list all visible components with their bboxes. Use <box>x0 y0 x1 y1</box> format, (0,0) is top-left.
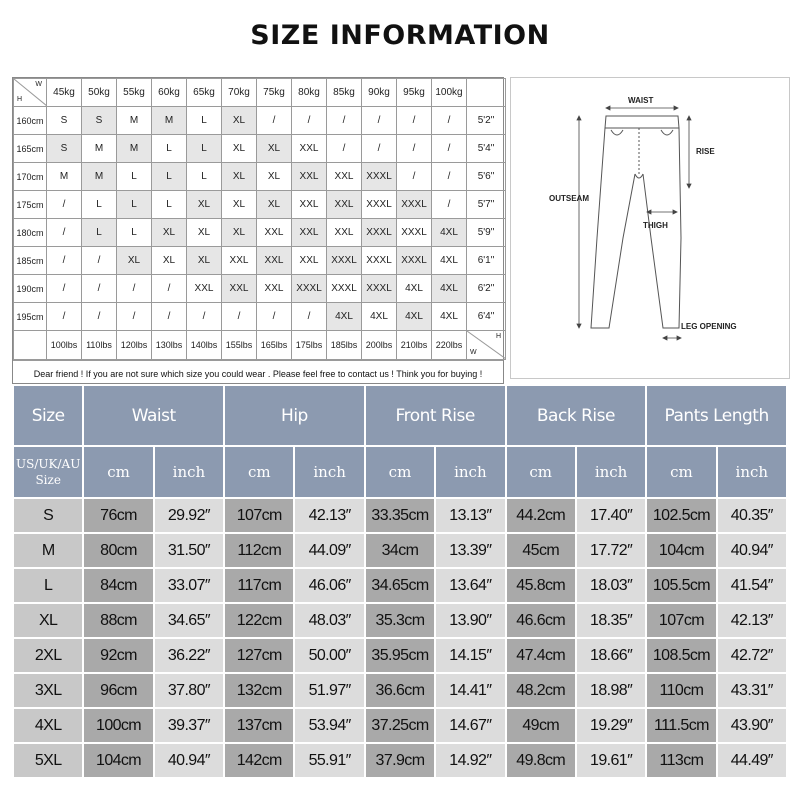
grid-size-cell: XXL <box>222 275 257 303</box>
size-row <box>14 674 786 707</box>
grid-height-cm: 170cm <box>14 163 47 191</box>
grid-size-cell: XXL <box>292 247 327 275</box>
grid-size-cell: / <box>362 107 397 135</box>
grid-size-cell: XXL <box>187 275 222 303</box>
rise-label: RISE <box>696 147 715 156</box>
measure-inch: 18.66″ <box>577 639 645 672</box>
grid-size-cell: XXXL <box>327 247 362 275</box>
measure-inch: 42.72″ <box>718 639 786 672</box>
grid-blank <box>14 331 47 360</box>
grid-size-cell: XXL <box>222 247 257 275</box>
measure-inch: 40.94″ <box>155 744 223 777</box>
grid-size-cell: XXL <box>292 219 327 247</box>
grid-size-cell: XL <box>187 191 222 219</box>
grid-size-cell: 4XL <box>397 303 432 331</box>
header-size: Size <box>14 386 82 445</box>
measure-cm: 127cm <box>225 639 293 672</box>
unit-inch: inch <box>295 447 363 497</box>
measure-cm: 36.6cm <box>366 674 434 707</box>
measure-inch: 43.31″ <box>718 674 786 707</box>
measure-cm: 80cm <box>84 534 152 567</box>
grid-size-cell: 4XL <box>397 275 432 303</box>
measure-cm: 107cm <box>647 604 715 637</box>
measure-cm: 110cm <box>647 674 715 707</box>
grid-weight-lbs: 200lbs <box>362 331 397 360</box>
measure-cm: 48.2cm <box>507 674 575 707</box>
grid-height-cm: 195cm <box>14 303 47 331</box>
grid-size-cell: XXL <box>292 163 327 191</box>
grid-weight-lbs: 155lbs <box>222 331 257 360</box>
grid-size-cell: / <box>327 107 362 135</box>
measure-inch: 18.35″ <box>577 604 645 637</box>
size-label: 5XL <box>14 744 82 777</box>
grid-size-cell: / <box>397 163 432 191</box>
grid-size-cell: XXXL <box>362 247 397 275</box>
measure-inch: 14.41″ <box>436 674 504 707</box>
grid-size-cell: / <box>432 135 467 163</box>
grid-size-cell: XL <box>152 219 187 247</box>
measure-cm: 34cm <box>366 534 434 567</box>
grid-height-ft: 5'7" <box>467 191 506 219</box>
grid-height-ft: 6'4" <box>467 303 506 331</box>
measure-cm: 34.65cm <box>366 569 434 602</box>
header-pants-length: Pants Length <box>647 386 786 445</box>
grid-weight-kg: 85kg <box>327 79 362 107</box>
measure-inch: 13.13″ <box>436 499 504 532</box>
grid-header-row <box>14 79 506 107</box>
measure-inch: 51.97″ <box>295 674 363 707</box>
grid-size-cell: L <box>187 107 222 135</box>
grid-row <box>14 163 506 191</box>
size-table-unit-row <box>14 447 786 497</box>
grid-row <box>14 219 506 247</box>
grid-size-cell: 4XL <box>362 303 397 331</box>
grid-size-cell: L <box>117 191 152 219</box>
measure-cm: 104cm <box>647 534 715 567</box>
grid-height-cm: 175cm <box>14 191 47 219</box>
measure-cm: 46.6cm <box>507 604 575 637</box>
grid-size-cell: XXL <box>327 163 362 191</box>
size-row <box>14 569 786 602</box>
grid-row <box>14 247 506 275</box>
measure-inch: 55.91″ <box>295 744 363 777</box>
grid-size-cell: / <box>397 135 432 163</box>
grid-height-ft: 6'1" <box>467 247 506 275</box>
measure-inch: 14.92″ <box>436 744 504 777</box>
grid-size-cell: XXL <box>327 219 362 247</box>
grid-size-cell: M <box>117 135 152 163</box>
size-measurement-table <box>12 384 788 779</box>
measure-inch: 34.65″ <box>155 604 223 637</box>
measure-inch: 39.37″ <box>155 709 223 742</box>
grid-size-cell: / <box>47 275 82 303</box>
grid-size-cell: 4XL <box>432 219 467 247</box>
unit-inch: inch <box>436 447 504 497</box>
grid-size-cell: L <box>187 163 222 191</box>
grid-size-cell: M <box>117 107 152 135</box>
grid-size-cell: 4XL <box>432 303 467 331</box>
grid-size-cell: / <box>222 303 257 331</box>
grid-size-cell: XL <box>187 247 222 275</box>
measure-inch: 14.67″ <box>436 709 504 742</box>
measure-inch: 42.13″ <box>295 499 363 532</box>
size-table-header-row <box>14 386 786 445</box>
grid-size-cell: XXL <box>257 275 292 303</box>
measure-cm: 107cm <box>225 499 293 532</box>
thigh-label: THIGH <box>643 221 668 230</box>
size-row <box>14 534 786 567</box>
grid-size-cell: XL <box>117 247 152 275</box>
measure-cm: 37.9cm <box>366 744 434 777</box>
size-row <box>14 604 786 637</box>
grid-size-cell: XXXL <box>362 275 397 303</box>
grid-size-cell: M <box>152 107 187 135</box>
grid-size-cell: / <box>327 135 362 163</box>
grid-size-cell: L <box>152 135 187 163</box>
measure-cm: 104cm <box>84 744 152 777</box>
grid-size-cell: / <box>432 163 467 191</box>
grid-size-cell: / <box>82 247 117 275</box>
unit-cm: cm <box>647 447 715 497</box>
grid-size-cell: XL <box>222 163 257 191</box>
measure-inch: 14.15″ <box>436 639 504 672</box>
grid-size-cell: / <box>257 107 292 135</box>
grid-row <box>14 107 506 135</box>
measure-inch: 19.61″ <box>577 744 645 777</box>
measure-cm: 105.5cm <box>647 569 715 602</box>
size-row <box>14 499 786 532</box>
grid-size-cell: / <box>292 303 327 331</box>
grid-height-cm: 165cm <box>14 135 47 163</box>
grid-size-cell: / <box>432 107 467 135</box>
size-row <box>14 639 786 672</box>
measure-inch: 48.03″ <box>295 604 363 637</box>
measure-inch: 44.49″ <box>718 744 786 777</box>
unit-cm: cm <box>507 447 575 497</box>
grid-size-cell: S <box>82 107 117 135</box>
measure-cm: 96cm <box>84 674 152 707</box>
grid-weight-kg: 60kg <box>152 79 187 107</box>
grid-size-cell: 4XL <box>432 247 467 275</box>
size-grid-table <box>13 78 506 360</box>
measure-cm: 76cm <box>84 499 152 532</box>
grid-size-cell: S <box>47 107 82 135</box>
measure-cm: 142cm <box>225 744 293 777</box>
grid-size-cell: XXXL <box>327 275 362 303</box>
grid-size-cell: / <box>82 303 117 331</box>
grid-height-ft: 5'4" <box>467 135 506 163</box>
measure-cm: 112cm <box>225 534 293 567</box>
grid-size-cell: L <box>117 219 152 247</box>
pants-diagram <box>510 77 790 379</box>
measure-cm: 84cm <box>84 569 152 602</box>
grid-size-cell: / <box>47 303 82 331</box>
measure-inch: 13.90″ <box>436 604 504 637</box>
size-label: XL <box>14 604 82 637</box>
grid-size-cell: / <box>152 303 187 331</box>
grid-size-cell: XL <box>187 219 222 247</box>
grid-size-cell: XXL <box>292 191 327 219</box>
measure-cm: 35.3cm <box>366 604 434 637</box>
header-hip: Hip <box>225 386 364 445</box>
measure-inch: 53.94″ <box>295 709 363 742</box>
grid-weight-lbs: 165lbs <box>257 331 292 360</box>
grid-size-cell: / <box>187 303 222 331</box>
measure-cm: 113cm <box>647 744 715 777</box>
grid-size-cell: L <box>117 163 152 191</box>
size-row <box>14 709 786 742</box>
grid-blank <box>467 79 506 107</box>
grid-weight-lbs: 120lbs <box>117 331 152 360</box>
grid-lbs-corner-w: W <box>470 349 477 356</box>
unit-inch: inch <box>577 447 645 497</box>
grid-size-cell: / <box>117 275 152 303</box>
measure-inch: 29.92″ <box>155 499 223 532</box>
grid-weight-lbs: 130lbs <box>152 331 187 360</box>
grid-weight-lbs: 175lbs <box>292 331 327 360</box>
grid-size-cell: XXXL <box>362 191 397 219</box>
grid-weight-kg: 80kg <box>292 79 327 107</box>
measure-cm: 45cm <box>507 534 575 567</box>
grid-weight-kg: 50kg <box>82 79 117 107</box>
measure-cm: 88cm <box>84 604 152 637</box>
grid-size-cell: / <box>362 135 397 163</box>
contact-note: Dear friend ! If you are not sure which size you could wear . Please feel free to contact us ! Think you for buying ! <box>13 360 503 387</box>
measure-inch: 18.98″ <box>577 674 645 707</box>
measure-inch: 37.80″ <box>155 674 223 707</box>
grid-weight-kg: 65kg <box>187 79 222 107</box>
grid-weight-lbs: 210lbs <box>397 331 432 360</box>
grid-size-cell: XL <box>257 163 292 191</box>
measure-inch: 33.07″ <box>155 569 223 602</box>
grid-size-cell: M <box>47 163 82 191</box>
grid-size-cell: XL <box>222 191 257 219</box>
grid-corner-w: W <box>35 81 42 88</box>
measure-cm: 49cm <box>507 709 575 742</box>
waist-label: WAIST <box>628 96 654 105</box>
grid-corner-h: H <box>17 96 23 103</box>
measure-inch: 31.50″ <box>155 534 223 567</box>
grid-height-ft: 6'2" <box>467 275 506 303</box>
measure-cm: 44.2cm <box>507 499 575 532</box>
grid-size-cell: XL <box>257 135 292 163</box>
measure-inch: 43.90″ <box>718 709 786 742</box>
measure-inch: 40.35″ <box>718 499 786 532</box>
size-label: L <box>14 569 82 602</box>
measure-cm: 132cm <box>225 674 293 707</box>
size-label: M <box>14 534 82 567</box>
unit-inch: inch <box>718 447 786 497</box>
header-front-rise: Front Rise <box>366 386 505 445</box>
measure-inch: 36.22″ <box>155 639 223 672</box>
grid-height-cm: 190cm <box>14 275 47 303</box>
header-us-uk-au-size: US/UK/AU Size <box>14 447 82 497</box>
pants-illustration <box>511 78 789 378</box>
grid-weight-kg: 70kg <box>222 79 257 107</box>
grid-size-cell: / <box>82 275 117 303</box>
grid-weight-lbs: 110lbs <box>82 331 117 360</box>
height-weight-size-grid <box>12 77 504 384</box>
grid-row <box>14 303 506 331</box>
measure-cm: 122cm <box>225 604 293 637</box>
header-waist: Waist <box>84 386 223 445</box>
measure-cm: 49.8cm <box>507 744 575 777</box>
measure-inch: 42.13″ <box>718 604 786 637</box>
measure-inch: 13.64″ <box>436 569 504 602</box>
grid-size-cell: L <box>82 219 117 247</box>
grid-weight-kg: 55kg <box>117 79 152 107</box>
grid-size-cell: XXXL <box>362 219 397 247</box>
page-title: SIZE INFORMATION <box>250 20 550 51</box>
header-back-rise: Back Rise <box>507 386 646 445</box>
size-label: 2XL <box>14 639 82 672</box>
grid-lbs-row <box>14 331 506 360</box>
measure-inch: 41.54″ <box>718 569 786 602</box>
grid-size-cell: XL <box>222 135 257 163</box>
grid-height-ft: 5'9" <box>467 219 506 247</box>
measure-cm: 102.5cm <box>647 499 715 532</box>
grid-size-cell: M <box>82 135 117 163</box>
grid-size-cell: L <box>82 191 117 219</box>
grid-size-cell: L <box>152 163 187 191</box>
grid-weight-lbs: 140lbs <box>187 331 222 360</box>
measure-cm: 35.95cm <box>366 639 434 672</box>
grid-size-cell: / <box>117 303 152 331</box>
grid-size-cell: XXL <box>327 191 362 219</box>
measure-cm: 45.8cm <box>507 569 575 602</box>
measure-inch: 50.00″ <box>295 639 363 672</box>
measure-inch: 46.06″ <box>295 569 363 602</box>
grid-size-cell: XXXL <box>397 191 432 219</box>
measure-cm: 108.5cm <box>647 639 715 672</box>
grid-size-cell: XXL <box>257 247 292 275</box>
outseam-label: OUTSEAM <box>549 194 589 203</box>
size-label: S <box>14 499 82 532</box>
grid-size-cell: XL <box>257 191 292 219</box>
measure-cm: 47.4cm <box>507 639 575 672</box>
measure-cm: 33.35cm <box>366 499 434 532</box>
grid-weight-lbs: 185lbs <box>327 331 362 360</box>
measure-inch: 40.94″ <box>718 534 786 567</box>
grid-height-cm: 180cm <box>14 219 47 247</box>
measure-cm: 117cm <box>225 569 293 602</box>
grid-size-cell: XXXL <box>362 163 397 191</box>
grid-row <box>14 135 506 163</box>
grid-weight-lbs: 100lbs <box>47 331 82 360</box>
grid-size-cell: M <box>82 163 117 191</box>
grid-size-cell: S <box>47 135 82 163</box>
grid-size-cell: / <box>47 191 82 219</box>
unit-cm: cm <box>84 447 152 497</box>
grid-size-cell: XXXL <box>397 247 432 275</box>
measure-cm: 92cm <box>84 639 152 672</box>
grid-size-cell: / <box>432 191 467 219</box>
grid-weight-kg: 95kg <box>397 79 432 107</box>
grid-size-cell: / <box>47 247 82 275</box>
measure-inch: 44.09″ <box>295 534 363 567</box>
grid-size-cell: / <box>257 303 292 331</box>
grid-lbs-corner <box>467 331 506 360</box>
grid-weight-lbs: 220lbs <box>432 331 467 360</box>
grid-height-cm: 185cm <box>14 247 47 275</box>
grid-weight-kg: 100kg <box>432 79 467 107</box>
grid-weight-kg: 90kg <box>362 79 397 107</box>
grid-corner <box>14 79 47 107</box>
grid-size-cell: XXXL <box>397 219 432 247</box>
grid-size-cell: L <box>152 191 187 219</box>
measure-inch: 18.03″ <box>577 569 645 602</box>
grid-row <box>14 275 506 303</box>
grid-size-cell: XL <box>222 107 257 135</box>
grid-size-cell: L <box>187 135 222 163</box>
measure-cm: 100cm <box>84 709 152 742</box>
size-row <box>14 744 786 777</box>
grid-size-cell: 4XL <box>327 303 362 331</box>
grid-size-cell: 4XL <box>432 275 467 303</box>
unit-inch: inch <box>155 447 223 497</box>
measure-inch: 19.29″ <box>577 709 645 742</box>
grid-size-cell: / <box>152 275 187 303</box>
grid-size-cell: XL <box>152 247 187 275</box>
unit-cm: cm <box>366 447 434 497</box>
grid-lbs-corner-h: H <box>495 333 501 340</box>
measure-inch: 17.40″ <box>577 499 645 532</box>
grid-height-cm: 160cm <box>14 107 47 135</box>
grid-size-cell: / <box>397 107 432 135</box>
measure-cm: 137cm <box>225 709 293 742</box>
grid-size-cell: XXL <box>257 219 292 247</box>
leg-opening-label: LEG OPENING <box>681 322 737 331</box>
grid-size-cell: XXXL <box>292 275 327 303</box>
size-label: 4XL <box>14 709 82 742</box>
grid-height-ft: 5'6" <box>467 163 506 191</box>
unit-cm: cm <box>225 447 293 497</box>
size-label: 3XL <box>14 674 82 707</box>
grid-size-cell: / <box>47 219 82 247</box>
grid-size-cell: XL <box>222 219 257 247</box>
grid-row <box>14 191 506 219</box>
grid-height-ft: 5'2" <box>467 107 506 135</box>
measure-cm: 37.25cm <box>366 709 434 742</box>
grid-size-cell: / <box>292 107 327 135</box>
measure-inch: 17.72″ <box>577 534 645 567</box>
grid-weight-kg: 75kg <box>257 79 292 107</box>
measure-cm: 111.5cm <box>647 709 715 742</box>
grid-weight-kg: 45kg <box>47 79 82 107</box>
measure-inch: 13.39″ <box>436 534 504 567</box>
grid-size-cell: XXL <box>292 135 327 163</box>
